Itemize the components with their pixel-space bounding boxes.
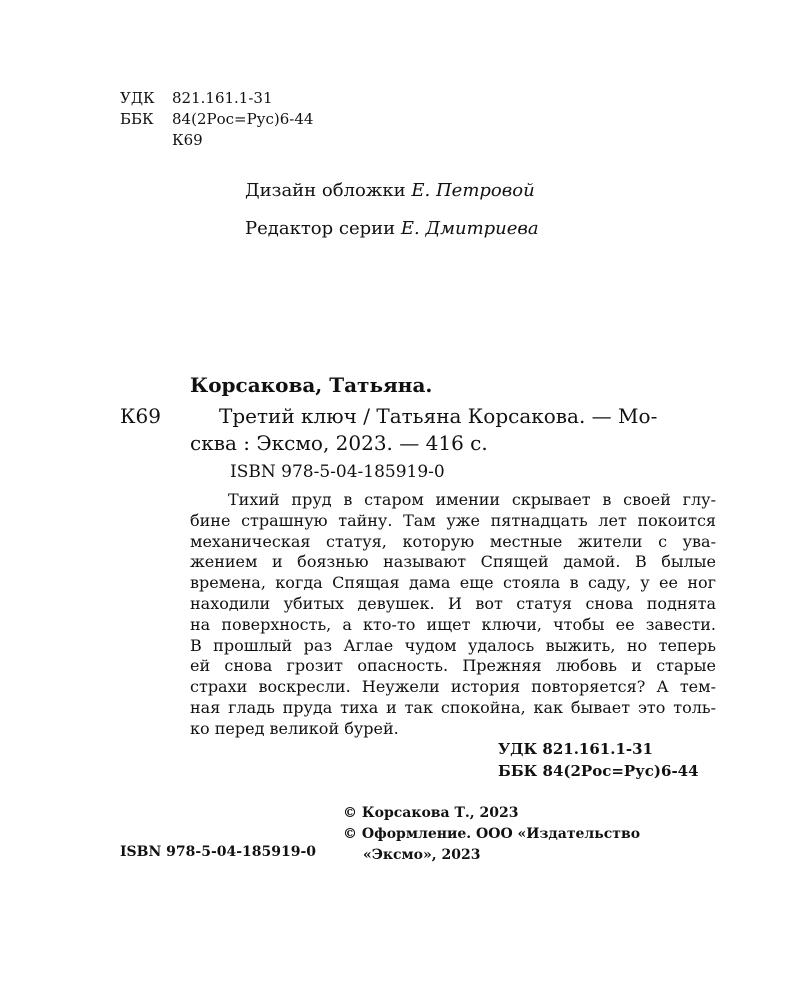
annotation-line: находили убитых девушек. И вот статуя снова поднята xyxy=(190,593,716,613)
annotation-line: бине страшную тайну. Там уже пятнадцать лет покоится xyxy=(190,510,716,530)
copyright-author: © Корсакова Т., 2023 xyxy=(343,805,519,821)
entry-code: К69 xyxy=(120,404,161,428)
udk-row xyxy=(120,88,313,109)
annotation-line: ей снова грозит опасность. Прежняя любовь и старые xyxy=(190,656,716,676)
copyright-block xyxy=(343,803,640,866)
title-line-2: сква : Эксмо, 2023. — 416 с. xyxy=(190,431,488,455)
annotation-line: Тихий пруд в старом имении скрывает в своей глу- xyxy=(228,490,716,509)
author-mark: К69 xyxy=(172,131,203,149)
series-editor-credit xyxy=(245,218,539,239)
annotation-line: ко перед великой бурей. xyxy=(190,718,399,738)
annotation-line: времена, когда Спящая дама еще стояла в саду, у ее ног xyxy=(190,573,716,593)
bbk-label: ББК xyxy=(120,110,154,128)
annotation-line: страхи воскресли. Неужели история повторяется? А тем- xyxy=(190,677,716,697)
udk-value: 821.161.1-31 xyxy=(172,89,273,107)
cover-design-credit xyxy=(245,180,535,201)
bottom-udk: УДК 821.161.1-31 xyxy=(498,740,653,758)
bottom-bbk: ББК 84(2Рос=Рус)6-44 xyxy=(498,762,699,780)
top-classification-codes xyxy=(120,88,313,151)
author-heading: Корсакова, Татьяна. xyxy=(190,373,433,397)
isbn-bottom: ISBN 978-5-04-185919-0 xyxy=(120,844,317,860)
annotation-line: ная гладь пруда тиха и так спокойна, как бывает это толь- xyxy=(190,697,716,717)
annotation-line: механическая статуя, которую местные жители с ува- xyxy=(190,531,716,551)
bbk-row xyxy=(120,109,313,130)
series-editor-label: Редактор серии xyxy=(245,218,396,239)
title-line-1: Третий ключ / Татьяна Корсакова. — Мо- xyxy=(219,404,658,428)
annotation-line: жением и боязнью называют Спящей дамой. В былые xyxy=(190,552,716,572)
annotation-line: В прошлый раз Аглае чудом удалось выжить, но теперь xyxy=(190,635,716,655)
author-mark-row xyxy=(120,130,313,151)
copyright-design: © Оформление. ООО «Издательство xyxy=(343,826,641,842)
annotation-line: на поверхность, а кто-то ищет ключи, чтобы ее завести. xyxy=(190,614,716,634)
isbn-main: ISBN 978-5-04-185919-0 xyxy=(230,462,445,482)
bottom-classification-codes xyxy=(498,738,699,782)
annotation-paragraph xyxy=(190,490,716,740)
cover-design-label: Дизайн обложки xyxy=(245,180,406,201)
copyright-publisher: «Эксмо», 2023 xyxy=(363,847,481,863)
series-editor-name: Е. Дмитриева xyxy=(400,218,539,239)
udk-label: УДК xyxy=(120,89,155,107)
cover-designer-name: Е. Петровой xyxy=(411,180,535,201)
bbk-value: 84(2Рос=Рус)6-44 xyxy=(172,110,314,128)
